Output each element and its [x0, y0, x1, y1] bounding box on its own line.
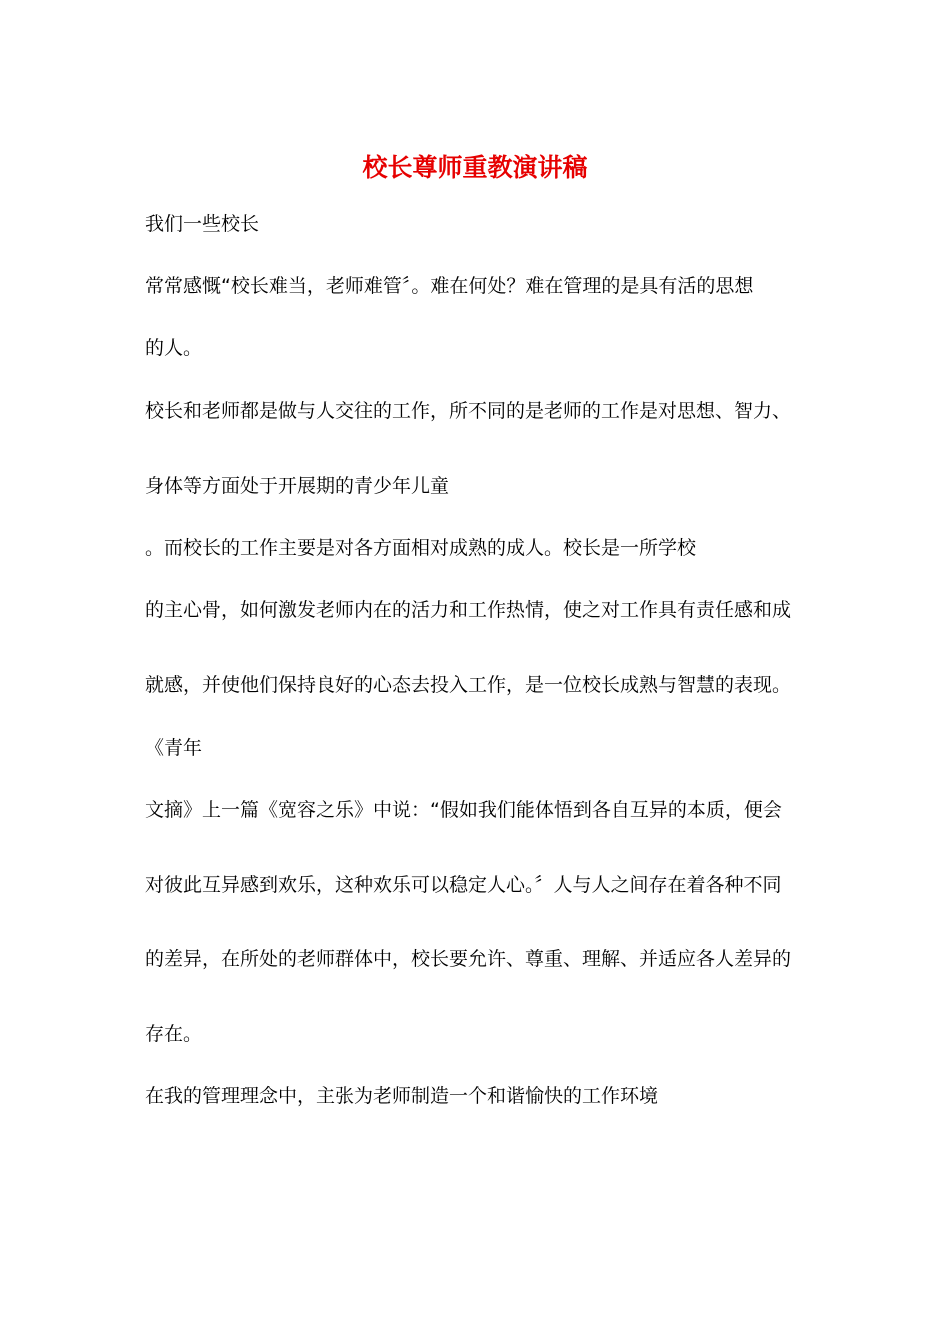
text-line: 的差异，在所处的老师群体中，校长要允许、尊重、理解、并适应各人差异的 [145, 948, 792, 970]
text-line: 身体等方面处于开展期的青少年儿童 [145, 475, 450, 497]
text-line: 我们一些校长 [145, 213, 260, 235]
document-title: 校长尊师重教演讲稿 [362, 153, 588, 182]
text-line: 常常感慨“校长难当，老师难管〞。难在何处？难在管理的是具有活的思想 [145, 275, 754, 297]
text-line: 《青年 [145, 737, 203, 759]
text-line: 对彼此互异感到欢乐，这种欢乐可以稳定人心。〞人与人之间存在着各种不同 [145, 874, 782, 896]
text-line: 在我的管理理念中，主张为老师制造一个和谐愉快的工作环境 [145, 1085, 659, 1107]
text-line: 。而校长的工作主要是对各方面相对成熟的成人。校长是一所学校 [145, 537, 697, 559]
text-line: 的主心骨，如何激发老师内在的活力和工作热情，使之对工作具有责任感和成 [145, 599, 792, 621]
text-line: 文摘》上一篇《宽容之乐》中说：“假如我们能体悟到各自互异的本质，便会 [145, 799, 782, 821]
text-line: 就感，并使他们保持良好的心态去投入工作，是一位校长成熟与智慧的表现。 [145, 674, 792, 696]
text-line: 存在。 [145, 1023, 203, 1045]
text-line: 校长和老师都是做与人交往的工作，所不同的是老师的工作是对思想、智力、 [145, 400, 792, 422]
text-line: 的人。 [145, 337, 203, 359]
